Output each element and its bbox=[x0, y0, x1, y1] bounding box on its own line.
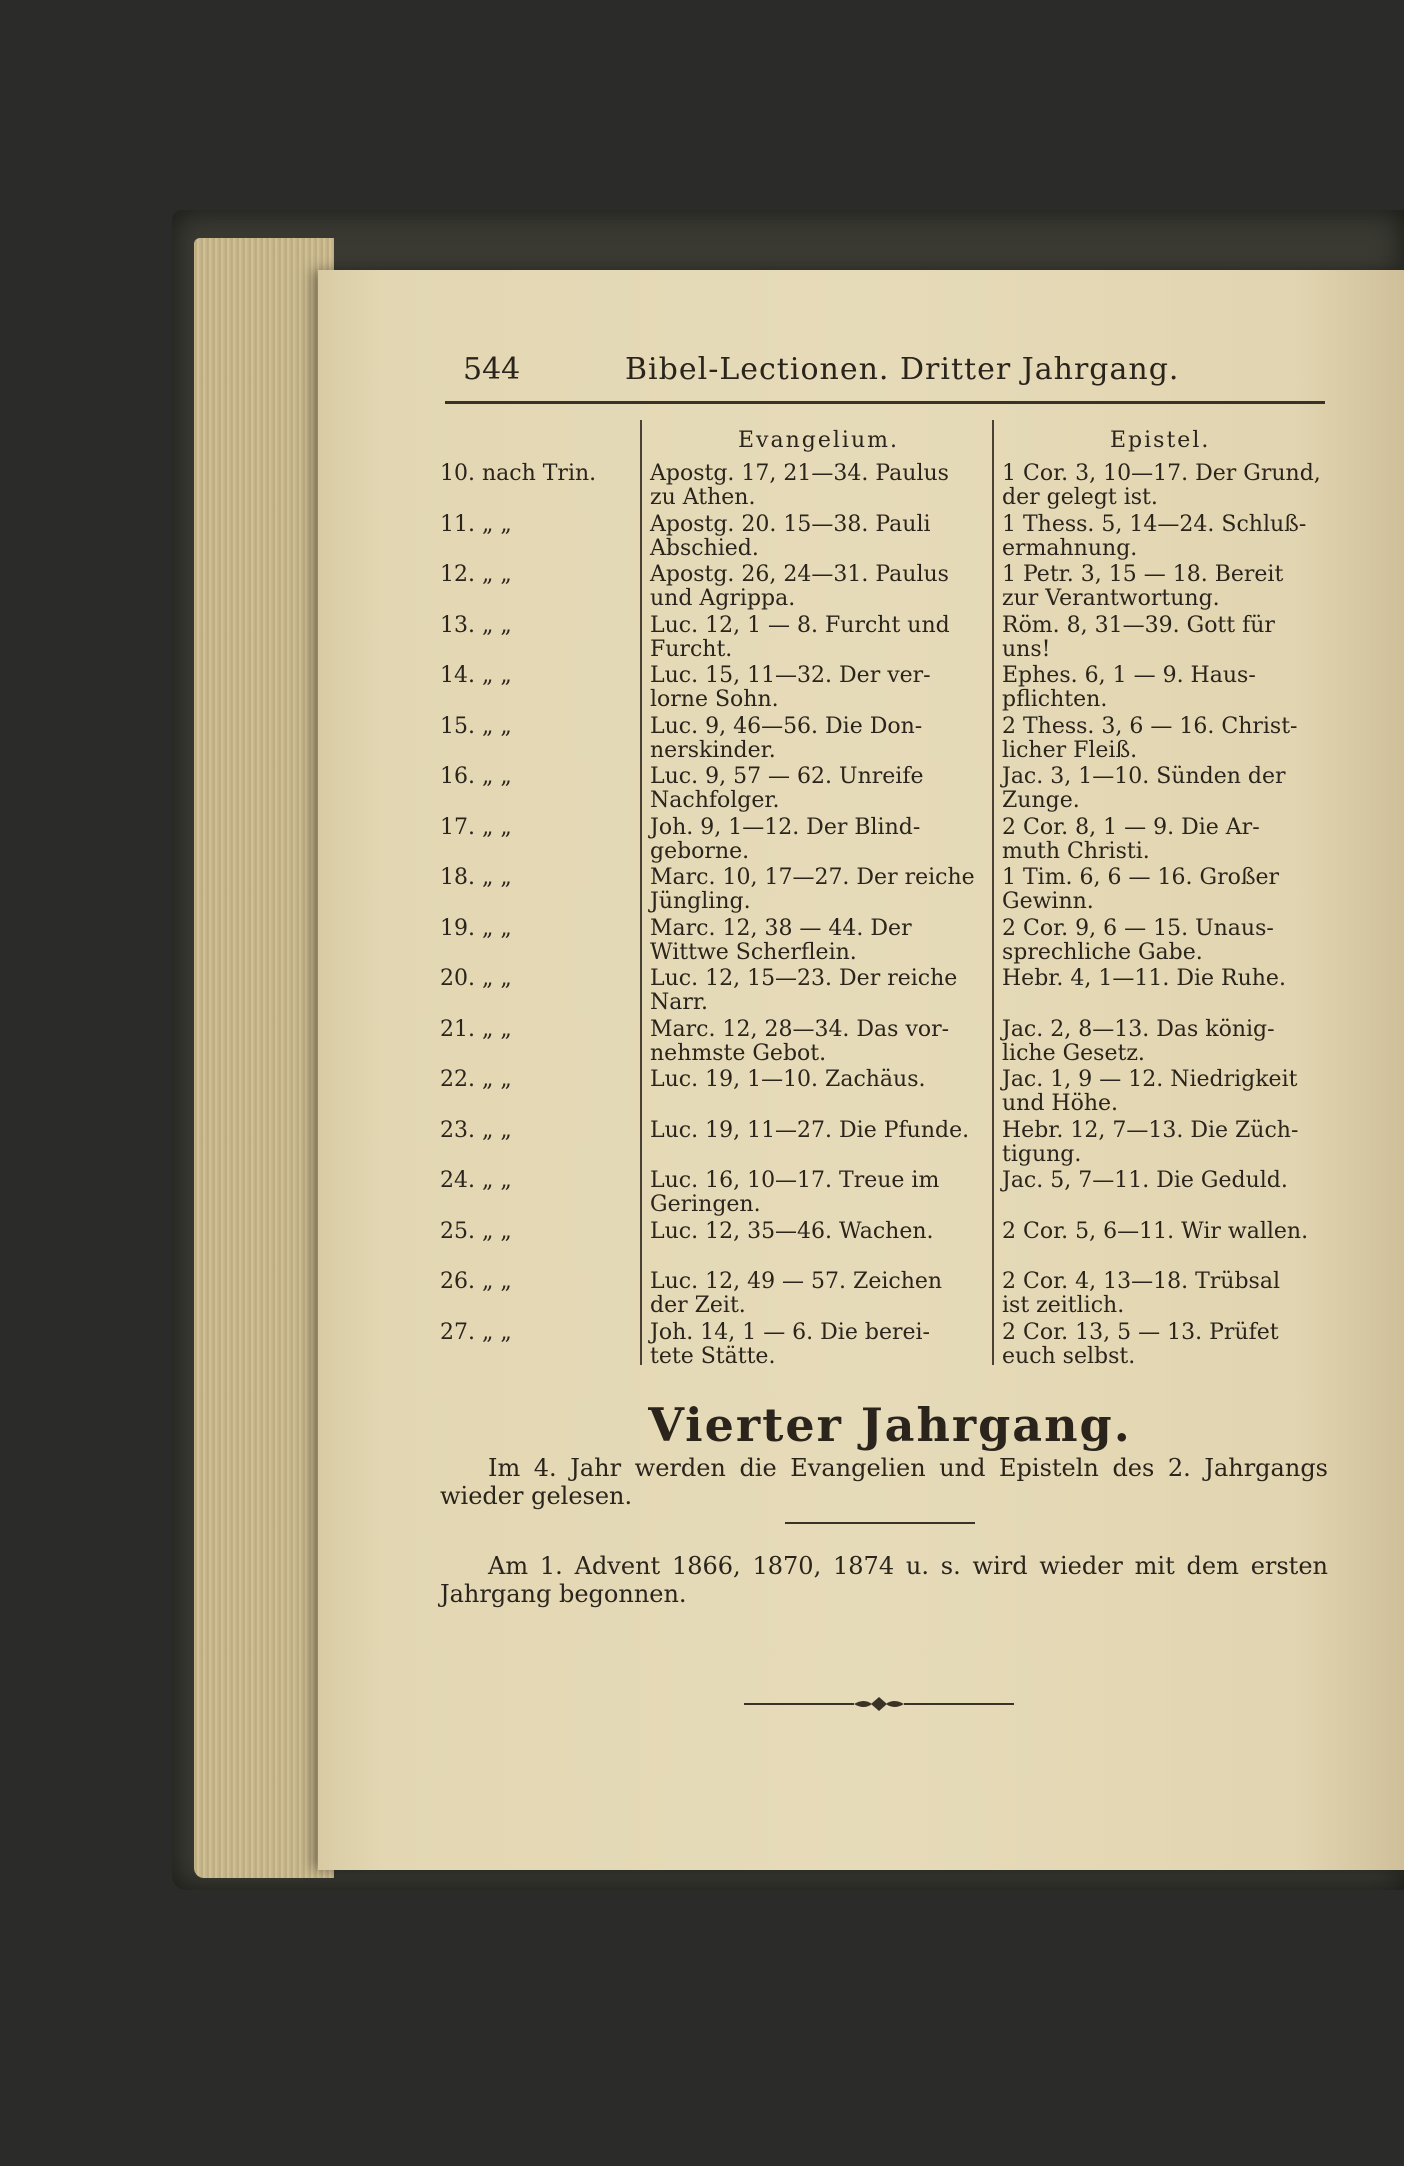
cell-epistel bbox=[1002, 816, 1332, 864]
cell-epistel bbox=[1002, 513, 1332, 561]
cell-line: Marc. 12, 38 — 44. Der bbox=[650, 915, 912, 941]
row-label: 13. „ „ bbox=[440, 612, 512, 638]
cell-line: Geringen. bbox=[650, 1192, 761, 1217]
row-label: 26. „ „ bbox=[440, 1269, 512, 1294]
cell-line: tigung. bbox=[1002, 1141, 1082, 1167]
cell-evangelium bbox=[650, 1321, 980, 1369]
paragraph-fourth-year: Im 4. Jahr werden die Evangelien und Episteln des 2. Jahrgangs wieder gelesen. bbox=[440, 1454, 1328, 1510]
cell-line bbox=[1002, 991, 1332, 1015]
cell-evangelium bbox=[650, 462, 980, 510]
row-label: 12. „ „ bbox=[440, 562, 512, 587]
cell-line: uns! bbox=[1002, 636, 1051, 662]
cell-line bbox=[1002, 1244, 1332, 1268]
cell-line: Hebr. 12, 7—13. Die Züch- bbox=[1002, 1117, 1299, 1143]
row-label: 19. „ „ bbox=[440, 915, 512, 941]
cell-line: Jac. 5, 7—11. Die Geduld. bbox=[1002, 1168, 1288, 1193]
cell-line: Marc. 10, 17—27. Der reiche bbox=[650, 865, 975, 890]
cell-evangelium bbox=[650, 1068, 980, 1116]
cell-line: Luc. 16, 10—17. Treue im bbox=[650, 1168, 940, 1193]
cell-epistel bbox=[1002, 1018, 1332, 1066]
cell-line: 1 Tim. 6, 6 — 16. Großer bbox=[1002, 865, 1280, 890]
cell-line: Marc. 12, 28—34. Das vor- bbox=[650, 1016, 950, 1042]
cell-evangelium bbox=[650, 614, 980, 662]
cell-line: Luc. 19, 11—27. Die Pfunde. bbox=[650, 1117, 970, 1143]
cell-line: Luc. 12, 35—46. Wachen. bbox=[650, 1218, 934, 1244]
cell-line: und Höhe. bbox=[1002, 1091, 1119, 1116]
page-edges bbox=[194, 238, 334, 1878]
cell-line: Wittwe Scherflein. bbox=[650, 939, 857, 965]
row-label: 10. nach Trin. bbox=[440, 461, 597, 486]
cell-line: sprechliche Gabe. bbox=[1002, 939, 1203, 965]
cell-epistel bbox=[1002, 1068, 1332, 1116]
cell-line: Zunge. bbox=[1002, 788, 1080, 813]
cell-line: geborne. bbox=[650, 838, 750, 864]
cell-epistel bbox=[1002, 1119, 1332, 1167]
row-label: 21. „ „ bbox=[440, 1016, 512, 1042]
cell-line: Luc. 12, 15—23. Der reiche bbox=[650, 966, 958, 991]
cell-line: 2 Cor. 9, 6 — 15. Unaus- bbox=[1002, 915, 1274, 941]
row-label: 24. „ „ bbox=[440, 1168, 512, 1193]
row-label: 14. „ „ bbox=[440, 663, 512, 688]
cell-line: 2 Cor. 13, 5 — 13. Prüfet bbox=[1002, 1319, 1279, 1345]
cell-line: 2 Cor. 5, 6—11. Wir wallen. bbox=[1002, 1218, 1309, 1244]
row-label: 11. „ „ bbox=[440, 511, 512, 537]
cell-line: ist zeitlich. bbox=[1002, 1293, 1125, 1318]
cell-line: Nachfolger. bbox=[650, 788, 780, 813]
cell-line: Luc. 19, 1—10. Zachäus. bbox=[650, 1067, 926, 1092]
cell-line: Ephes. 6, 1 — 9. Haus- bbox=[1002, 663, 1256, 688]
page-header bbox=[445, 352, 1335, 402]
cell-line: licher Fleiß. bbox=[1002, 737, 1138, 763]
cell-line: Luc. 15, 11—32. Der ver- bbox=[650, 663, 931, 688]
row-label: 16. „ „ bbox=[440, 764, 512, 789]
cell-line bbox=[1002, 1193, 1332, 1217]
column-divider-right bbox=[992, 420, 994, 1365]
cell-evangelium bbox=[650, 1270, 980, 1318]
cell-evangelium bbox=[650, 1018, 980, 1066]
section-rule bbox=[785, 1522, 975, 1524]
cell-epistel bbox=[1002, 1321, 1332, 1369]
cell-line bbox=[650, 1244, 980, 1268]
cell-evangelium bbox=[650, 1220, 980, 1268]
cell-line: Luc. 9, 57 — 62. Unreife bbox=[650, 764, 924, 789]
cell-line: Narr. bbox=[650, 990, 708, 1015]
column-header-epistel: Epistel. bbox=[1110, 428, 1211, 453]
cell-epistel bbox=[1002, 866, 1332, 914]
cell-line: nehmste Gebot. bbox=[650, 1040, 827, 1066]
cell-epistel bbox=[1002, 967, 1332, 1015]
cell-line: 2 Cor. 8, 1 — 9. Die Ar- bbox=[1002, 814, 1260, 840]
row-label: 15. „ „ bbox=[440, 713, 512, 739]
cell-line: der gelegt ist. bbox=[1002, 485, 1158, 510]
cell-evangelium bbox=[650, 664, 980, 712]
cell-line: 2 Cor. 4, 13—18. Trübsal bbox=[1002, 1269, 1280, 1294]
cell-evangelium bbox=[650, 563, 980, 611]
cell-line: Luc. 9, 46—56. Die Don- bbox=[650, 713, 923, 739]
cell-line: liche Gesetz. bbox=[1002, 1040, 1145, 1066]
cell-epistel bbox=[1002, 917, 1332, 965]
cell-line: Jüngling. bbox=[650, 889, 751, 914]
cell-evangelium bbox=[650, 967, 980, 1015]
header-rule bbox=[445, 401, 1325, 404]
cell-line: zur Verantwortung. bbox=[1002, 586, 1220, 611]
cell-line: 1 Thess. 5, 14—24. Schluß- bbox=[1002, 511, 1307, 537]
cell-evangelium bbox=[650, 513, 980, 561]
row-label: 27. „ „ bbox=[440, 1319, 512, 1345]
column-header-evangelium: Evangelium. bbox=[738, 428, 899, 453]
cell-line bbox=[650, 1143, 980, 1167]
cell-line: Röm. 8, 31—39. Gott für bbox=[1002, 612, 1275, 638]
cell-line: zu Athen. bbox=[650, 485, 756, 510]
cell-line: Jac. 2, 8—13. Das könig- bbox=[1002, 1016, 1275, 1042]
cell-line: Jac. 1, 9 — 12. Niedrigkeit bbox=[1002, 1067, 1298, 1092]
ornament-divider bbox=[744, 1694, 1014, 1714]
cell-line: pflichten. bbox=[1002, 687, 1108, 712]
cell-line: Jac. 3, 1—10. Sünden der bbox=[1002, 764, 1286, 789]
row-label: 25. „ „ bbox=[440, 1218, 512, 1244]
cell-evangelium bbox=[650, 866, 980, 914]
row-label: 23. „ „ bbox=[440, 1117, 512, 1143]
cell-line: Furcht. bbox=[650, 636, 733, 662]
cell-evangelium bbox=[650, 816, 980, 864]
cell-line: Luc. 12, 49 — 57. Zeichen bbox=[650, 1269, 943, 1294]
cell-epistel bbox=[1002, 614, 1332, 662]
cell-line: Abschied. bbox=[650, 535, 759, 561]
row-label: 18. „ „ bbox=[440, 865, 512, 890]
cell-line: Apostg. 26, 24—31. Paulus bbox=[650, 562, 949, 587]
cell-epistel bbox=[1002, 1169, 1332, 1217]
paragraph-advent: Am 1. Advent 1866, 1870, 1874 u. s. wird wieder mit dem ersten Jahrgang begonnen. bbox=[440, 1552, 1328, 1608]
cell-epistel bbox=[1002, 664, 1332, 712]
cell-evangelium bbox=[650, 1169, 980, 1217]
page-number: 544 bbox=[463, 352, 521, 387]
row-label: 22. „ „ bbox=[440, 1067, 512, 1092]
cell-line: nerskinder. bbox=[650, 737, 776, 763]
cell-evangelium bbox=[650, 715, 980, 763]
cell-line: euch selbst. bbox=[1002, 1343, 1136, 1369]
cell-line: 1 Petr. 3, 15 — 18. Bereit bbox=[1002, 562, 1284, 587]
cell-line: und Agrippa. bbox=[650, 586, 796, 611]
cell-epistel bbox=[1002, 563, 1332, 611]
row-label: 20. „ „ bbox=[440, 966, 512, 991]
cell-line: lorne Sohn. bbox=[650, 687, 779, 712]
cell-line: tete Stätte. bbox=[650, 1343, 776, 1369]
cell-line: Joh. 9, 1—12. Der Blind- bbox=[650, 814, 921, 840]
cell-line: Joh. 14, 1 — 6. Die berei- bbox=[650, 1319, 930, 1345]
cell-epistel bbox=[1002, 715, 1332, 763]
cell-epistel bbox=[1002, 1220, 1332, 1268]
cell-line: Hebr. 4, 1—11. Die Ruhe. bbox=[1002, 966, 1286, 991]
cell-evangelium bbox=[650, 917, 980, 965]
cell-line: Luc. 12, 1 — 8. Furcht und bbox=[650, 612, 950, 638]
row-label: 17. „ „ bbox=[440, 814, 512, 840]
cell-epistel bbox=[1002, 1270, 1332, 1318]
cell-evangelium bbox=[650, 765, 980, 813]
cell-line: Apostg. 17, 21—34. Paulus bbox=[650, 461, 949, 486]
cell-line: der Zeit. bbox=[650, 1293, 746, 1318]
cell-epistel bbox=[1002, 462, 1332, 510]
section-heading-vierter: Vierter Jahrgang. bbox=[648, 1398, 1132, 1452]
cell-epistel bbox=[1002, 765, 1332, 813]
cell-line: 2 Thess. 3, 6 — 16. Christ- bbox=[1002, 713, 1298, 739]
page-title: Bibel-Lectionen. Dritter Jahrgang. bbox=[625, 352, 1180, 387]
cell-line: Apostg. 20. 15—38. Pauli bbox=[650, 511, 931, 537]
cell-line: Gewinn. bbox=[1002, 889, 1094, 914]
cell-evangelium bbox=[650, 1119, 980, 1167]
cell-line: 1 Cor. 3, 10—17. Der Grund, bbox=[1002, 461, 1321, 486]
cell-line: ermahnung. bbox=[1002, 535, 1138, 561]
cell-line: muth Christi. bbox=[1002, 838, 1150, 864]
column-divider-left bbox=[640, 420, 642, 1365]
cell-line bbox=[650, 1092, 980, 1116]
